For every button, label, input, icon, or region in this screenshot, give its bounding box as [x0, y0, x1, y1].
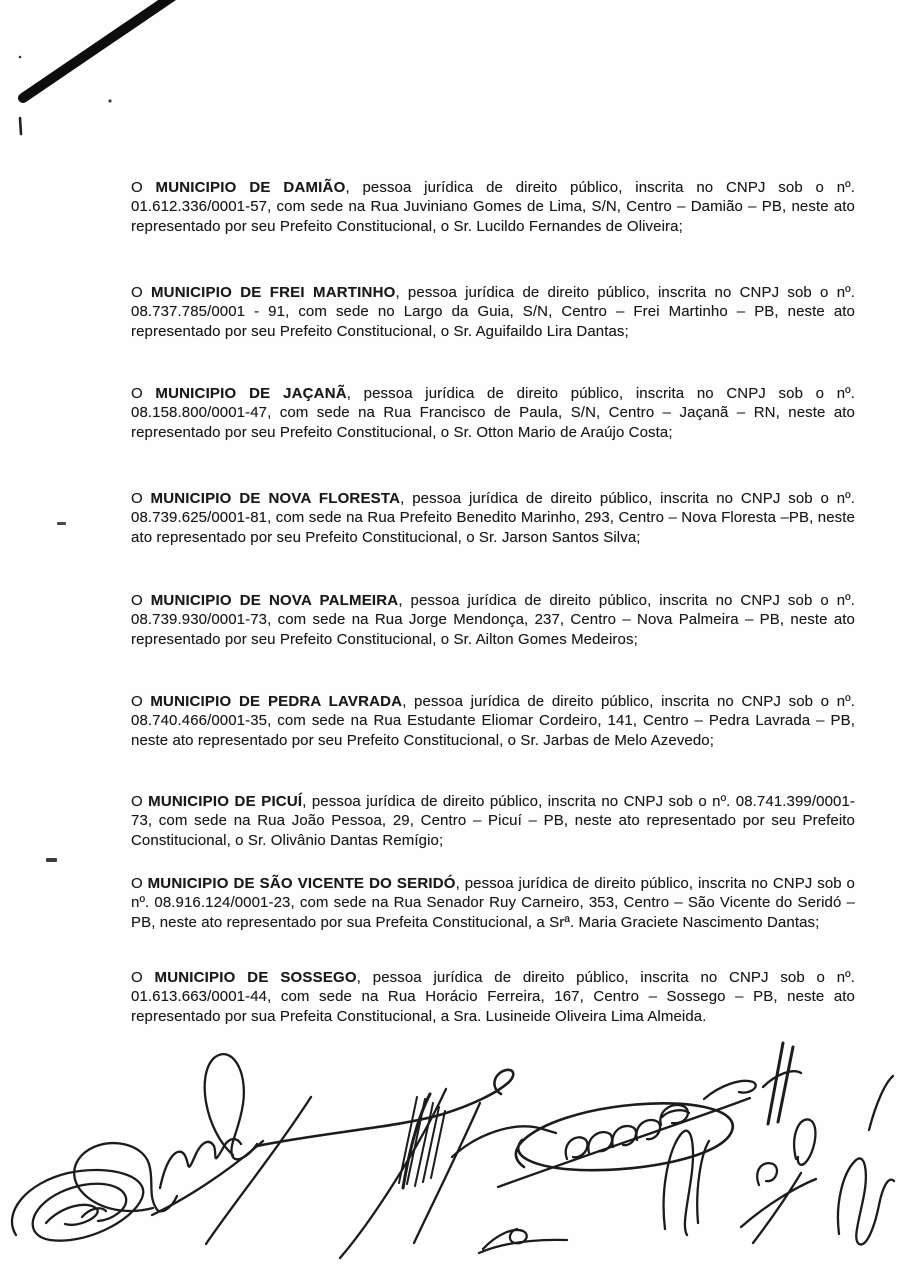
signature-scribble	[794, 1119, 815, 1164]
clause-prefix: O	[131, 490, 151, 507]
municipality-name: MUNICIPIO DE PICUÍ	[148, 793, 303, 810]
clause-body: , pessoa jurídica de direito público, inscrita no CNPJ sob o nº. 01.612.336/0001-57, com sede na Rua Juviniano Gomes de Lima, S/N, Centro – Damião – PB, neste ato representado por seu Prefeito Constitucional, o Sr. Lucildo Fernandes de Oliveira;	[131, 179, 855, 235]
municipality-name: MUNICIPIO DE PEDRA LAVRADA	[150, 693, 403, 710]
clause-body: , pessoa jurídica de direito público, inscrita no CNPJ sob o nº. 08.739.930/0001-73, com sede na Rua Jorge Mendonça, 237, Centro – Nova Palmeira – PB, neste ato representado por seu Prefeito Constitucional, o Sr. Ailton Gomes Medeiros;	[131, 592, 855, 648]
municipality-name: MUNICIPIO DE JAÇANÃ	[155, 385, 347, 402]
clause-body: , pessoa jurídica de direito público, inscrita no CNPJ sob o nº. 08.740.466/0001-35, com sede na Rua Estudante Eliomar Cordeiro, 141, Centro – Pedra Lavrada – PB, neste ato representado por seu Prefeito Constitucional, o Sr. Jarbas de Melo Azevedo;	[131, 693, 855, 749]
clause-prefix: O	[131, 385, 156, 402]
signatures-ink	[0, 1037, 900, 1272]
municipality-name: MUNICIPIO DE DAMIÃO	[155, 179, 346, 196]
signature-scribble	[206, 1097, 311, 1244]
municipality-clause	[131, 283, 855, 341]
clause-body: , pessoa jurídica de direito público, inscrita no CNPJ sob o nº. 08.916.124/0001-23, com sede na Rua Senador Ruy Carneiro, 353, Centro – São Vicente do Seridó – PB, neste ato representado por sua Prefeita Constitucional, a Srª. Maria Graciete Nascimento Dantas;	[131, 875, 855, 931]
signature-scribble	[741, 1163, 816, 1243]
clause-body: , pessoa jurídica de direito público, inscrita no CNPJ sob o nº. 08.741.399/0001-73, com sede na Rua João Pessoa, 29, Centro – Picuí – PB, neste ato representado por seu Prefeito Constitucional, o Sr. Olivânio Dantas Remígio;	[131, 793, 855, 849]
clause-prefix: O	[131, 875, 148, 892]
clause-prefix: O	[131, 284, 151, 301]
municipality-name: MUNICIPIO DE SOSSEGO	[154, 969, 357, 986]
clause-prefix: O	[131, 969, 155, 986]
signature-scribble	[498, 1098, 750, 1187]
municipality-name: MUNICIPIO DE NOVA FLORESTA	[150, 490, 401, 507]
municipality-clause	[131, 968, 855, 1026]
signature-scribble	[838, 1158, 894, 1244]
signature-scribble	[46, 1205, 106, 1225]
scan-artifact-streak	[0, 0, 230, 150]
municipality-name: MUNICIPIO DE NOVA PALMEIRA	[150, 592, 399, 609]
clause-prefix: O	[131, 793, 149, 810]
clause-prefix: O	[131, 592, 151, 609]
signature-scribble	[257, 1070, 513, 1146]
signature-scribble	[869, 1076, 893, 1130]
signature-scribble	[768, 1043, 793, 1124]
signature-scribble	[516, 1103, 733, 1170]
municipality-clause	[131, 792, 855, 850]
clause-body: , pessoa jurídica de direito público, inscrita no CNPJ sob o nº. 08.739.625/0001-81, com sede na Rua Prefeito Benedito Marinho, 293, Centro – Nova Floresta –PB, neste ato representado por seu Prefeito Constitucional, o Sr. Jarson Santos Silva;	[131, 490, 855, 546]
signature-scribble	[152, 1141, 263, 1215]
municipality-clause	[131, 384, 855, 442]
clause-prefix: O	[131, 179, 156, 196]
municipality-name: MUNICIPIO DE FREI MARTINHO	[150, 284, 396, 301]
margin-dash	[46, 858, 57, 862]
municipality-name: MUNICIPIO DE SÃO VICENTE DO SERIDÓ	[147, 875, 456, 892]
signature-scribble	[704, 1081, 756, 1099]
municipality-clause	[131, 591, 855, 649]
municipality-clause	[131, 874, 855, 932]
signature-scribble	[479, 1229, 567, 1253]
signature-scribble	[160, 1139, 241, 1188]
municipality-clause	[131, 692, 855, 750]
clause-prefix: O	[131, 693, 151, 710]
clause-body: , pessoa jurídica de direito público, inscrita no CNPJ sob o nº. 08.737.785/0001 - 91, com sede no Largo da Guia, S/N, Centro – Frei Martinho – PB, neste ato representado por seu Prefeito Constitucional, o Sr. Aguifaildo Lira Dantas;	[131, 284, 855, 340]
municipality-clause	[131, 489, 855, 547]
clause-body: , pessoa jurídica de direito público, inscrita no CNPJ sob o nº. 08.158.800/0001-47, com sede na Rua Francisco de Paula, S/N, Centro – Jaçanã – RN, neste ato representado por seu Prefeito Constitucional, o Sr. Otton Mario de Araújo Costa;	[131, 385, 855, 441]
margin-dash	[57, 522, 66, 525]
clause-body: , pessoa jurídica de direito público, inscrita no CNPJ sob o nº. 01.613.663/0001-44, com sede na Rua Horácio Ferreira, 167, Centro – Sossego – PB, neste ato representado por sua Prefeita Constitucional, a Sra. Lusineide Oliveira Lima Almeida.	[131, 969, 855, 1025]
signature-scribble	[566, 1120, 660, 1159]
signature-scribble	[664, 1131, 709, 1235]
municipality-clause	[131, 178, 855, 236]
signature-scribble	[763, 1071, 801, 1087]
